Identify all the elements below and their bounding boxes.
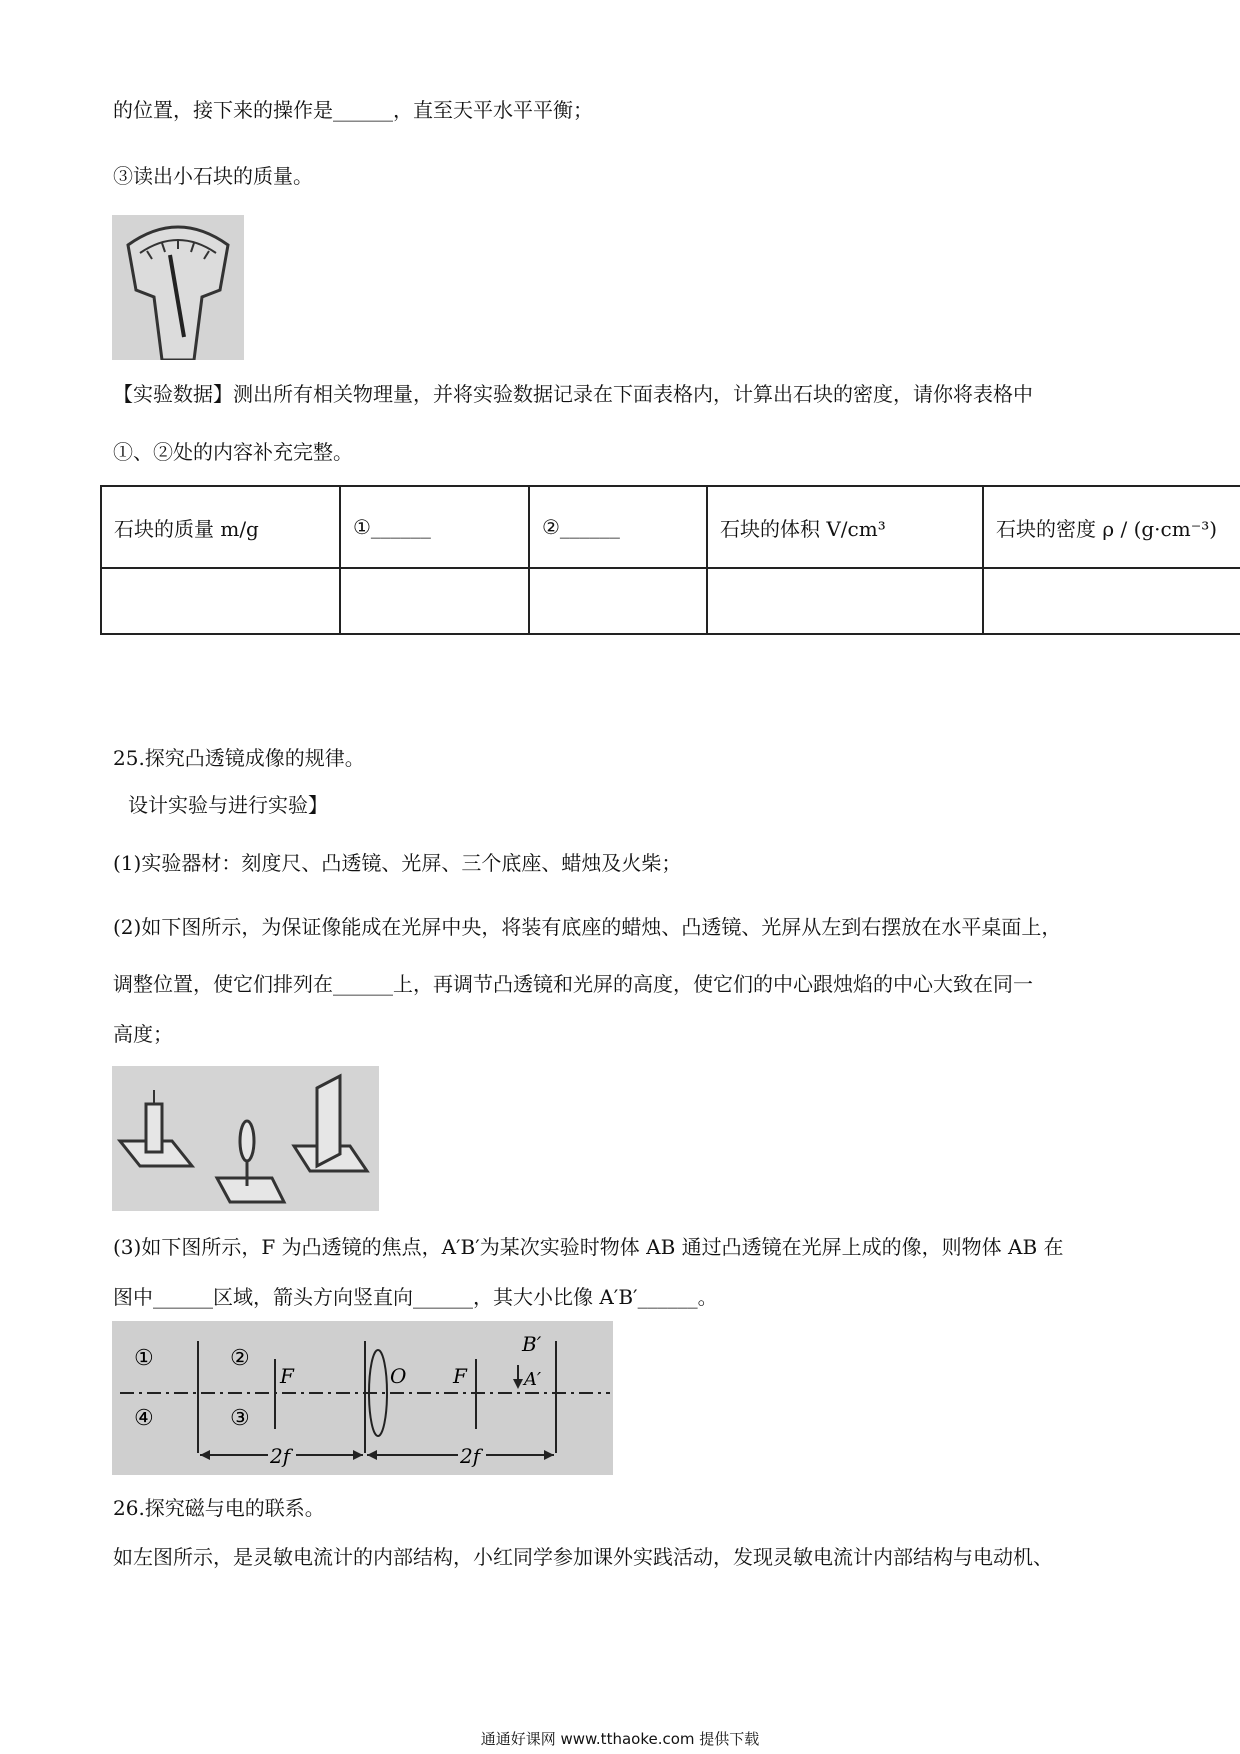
table-cell bbox=[529, 568, 707, 634]
text-line: (2)如下图所示，为保证像能成在光屏中央，将装有底座的蜡烛、凸透镜、光屏从左到右摆放在水平桌面上， bbox=[113, 915, 1062, 939]
table-header-cell: 石块的体积 V/cm³ bbox=[707, 486, 983, 568]
table-cell bbox=[340, 568, 529, 634]
region-1-label: ① bbox=[134, 1346, 154, 1371]
lens-diagram bbox=[112, 1321, 613, 1475]
table-row bbox=[101, 568, 1240, 634]
text-line: 25.探究凸透镜成像的规律。 bbox=[113, 746, 365, 770]
page-footer: 通通好课网 www.tthaoke.com 提供下载 bbox=[480, 1730, 760, 1748]
region-4-label: ④ bbox=[134, 1406, 154, 1431]
text-line: 的位置，接下来的操作是______，直至天平水平平衡； bbox=[113, 98, 593, 122]
table-cell bbox=[707, 568, 983, 634]
lens-center-label: O bbox=[390, 1364, 407, 1388]
table-cell bbox=[101, 568, 340, 634]
text-line: (1)实验器材：刻度尺、凸透镜、光屏、三个底座、蜡烛及火柴； bbox=[113, 851, 682, 875]
table-header-cell: ②______ bbox=[529, 486, 707, 568]
two-f-right-label: 2f bbox=[460, 1444, 481, 1468]
data-table bbox=[100, 485, 1240, 635]
table-header-cell: ①______ bbox=[340, 486, 529, 568]
text-line: 调整位置，使它们排列在______上，再调节凸透镜和光屏的高度，使它们的中心跟烛焰的中心大致在同一 bbox=[113, 972, 1033, 996]
text-line: ①、②处的内容补充完整。 bbox=[113, 440, 353, 464]
focus-left-label: F bbox=[280, 1364, 294, 1388]
two-f-left-label: 2f bbox=[270, 1444, 291, 1468]
table-header-cell: 石块的质量 m/g bbox=[101, 486, 340, 568]
text-line: (3)如下图所示，F 为凸透镜的焦点，A′B′为某次实验时物体 AB 通过凸透镜在光屏上成的像，则物体 AB 在 bbox=[113, 1235, 1064, 1259]
table-header-cell: 石块的密度 ρ / (g·cm⁻³) bbox=[983, 486, 1240, 568]
apparatus-image bbox=[112, 1066, 379, 1211]
text-line: 高度； bbox=[113, 1022, 173, 1046]
focus-right-label: F bbox=[453, 1364, 467, 1388]
text-line: 26.探究磁与电的联系。 bbox=[113, 1496, 325, 1520]
text-line: 【实验数据】测出所有相关物理量，并将实验数据记录在下面表格内，计算出石块的密度，请你将表格中 bbox=[113, 382, 1033, 406]
text-line: 图中______区域，箭头方向竖直向______，其大小比像 A′B′______。 bbox=[113, 1285, 718, 1309]
text-line: 如左图所示，是灵敏电流计的内部结构，小红同学参加课外实践活动，发现灵敏电流计内部结构与电动机、 bbox=[113, 1545, 1053, 1569]
text-line: ③读出小石块的质量。 bbox=[113, 164, 313, 188]
table-header-row bbox=[101, 486, 1240, 568]
scale-image bbox=[112, 215, 244, 360]
table-cell bbox=[983, 568, 1240, 634]
region-3-label: ③ bbox=[230, 1406, 250, 1431]
image-a-prime-label: A′ bbox=[524, 1369, 542, 1390]
region-2-label: ② bbox=[230, 1346, 250, 1371]
image-b-prime-label: B′ bbox=[522, 1332, 542, 1356]
text-line: 设计实验与进行实验】 bbox=[128, 793, 328, 817]
